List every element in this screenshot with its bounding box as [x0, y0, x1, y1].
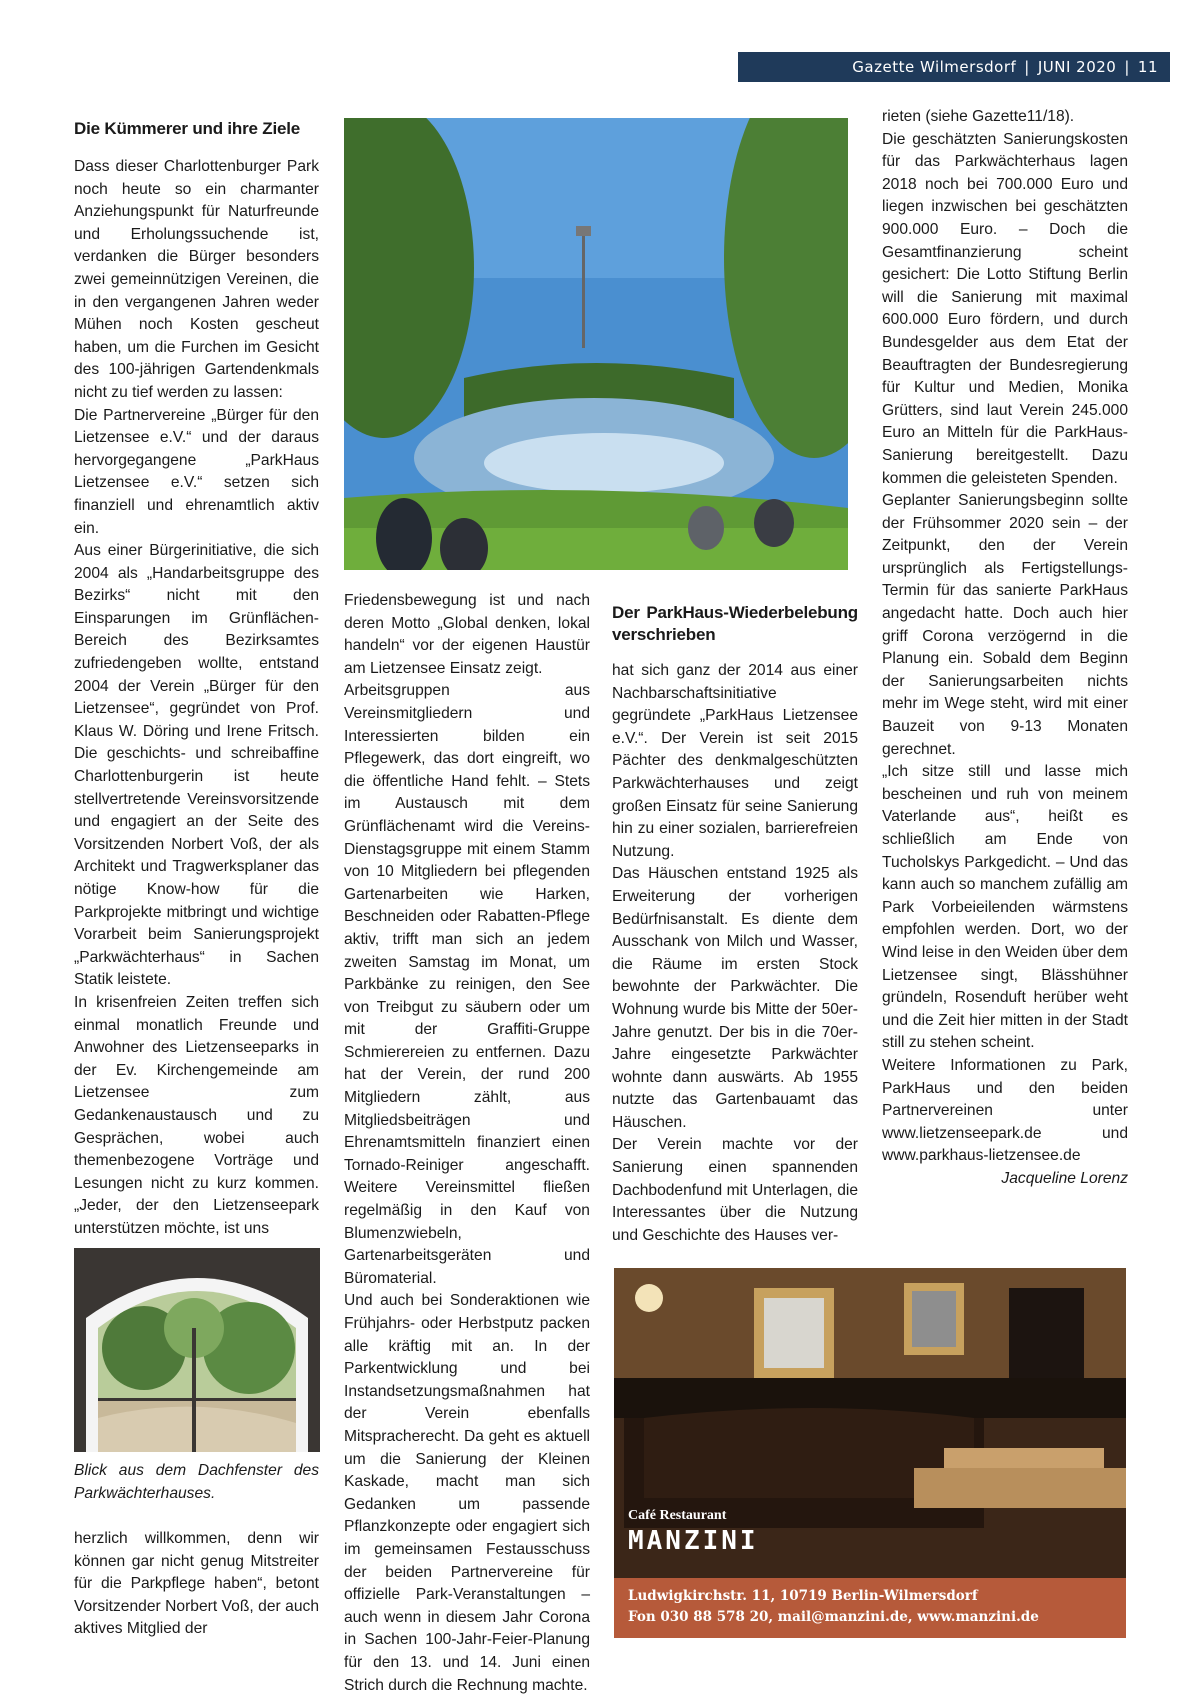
article-column-4 [882, 106, 1128, 1191]
ad-contact: Fon 030 88 578 20, mail@manzini.de, www.manzini.de [628, 1609, 1039, 1625]
paragraph: „Ich sitze still und lasse mich bescheinen und ruh von meinem Vaterlande aus“, heißt es schließlich am Ende von Tucholskys Parkgedicht. – Und das kann auch so manchem zufällig am Park Vorbeieilenden wärmstens empfohlen werden. Dort, wo der Wind leise in den Weiden über dem Lietzensee singt, Blässhühner gründeln, Rosenduft herüber weht und die Zeit hier mitten in der Stadt still zu stehen scheint. [882, 763, 1128, 1052]
window-photo [74, 1248, 320, 1452]
paragraph: Das Häuschen entstand 1925 als Erweiterung der vorherigen Bedürfnisanstalt. Es diente dem Ausschank von Milch und Wasser, die Räume im ersten Stock bewohnte der Parkwächter. Die Wohnung wurde bis Mitte der 50er-Jahre genutzt. Der bis in die 70er-Jahre eingesetzte Parkwächter wohnte dann auswärts. Ab 1955 nutzte das Gartenbauamt das Häuschen. [612, 865, 858, 1131]
issue-date: JUNI 2020 [1037, 58, 1117, 76]
paragraph: In krisenfreien Zeiten treffen sich einmal monatlich Freunde und Anwohner des Lietzenseeparks in der Ev. Kirchengemeinde am Lietzensee zum Gedankenaustausch und zu Gesprächen, wobei auch themenbezogene Vorträge und Lesungen nicht zu kurz kommen. „Jeder, der den Lietzenseepark unterstützen möchte, ist uns [74, 993, 319, 1237]
ad-address: Ludwigkirchstr. 11, 10719 Berlin-Wilmersdorf [628, 1588, 978, 1604]
ad-logo-text: MANZINI [628, 1526, 759, 1556]
ad-contact-bar [614, 1578, 1126, 1638]
paragraph: Die geschätzten Sanierungskosten für das Parkwächterhaus lagen 2018 noch bei 700.000 Euro und liegen inzwischen bei geschätzten 900.000 Euro. – Doch die Gesamtfinanzierung scheint gesichert: Die Lotto Stiftung Berlin will die Sanierung mit maximal 600.000 Euro fördern, und durch Bundesgelder aus dem Etat der Beauftragten der Bundesregierung für Kultur und Medien, Monika Grütters, sind laut Verein 245.000 Euro an Mitteln für die ParkHaus-Sanierung bereitgestellt. Dazu kommen die geleisteten Spenden. [882, 130, 1128, 487]
header-separator: | [1024, 58, 1030, 76]
ad-subtitle: Café Restaurant [628, 1508, 727, 1523]
header-separator: | [1124, 58, 1130, 76]
article-column-3 [612, 602, 858, 1247]
publication-name: Gazette Wilmersdorf [852, 58, 1017, 76]
section-heading: Die Kümmerer und ihre Ziele [74, 119, 301, 138]
paragraph: Aus einer Bürgerinitiative, die sich 2004 als „Handarbeitsgruppe des Bezirks“ nicht mit den Einsparungen im Grünflächen-Bereich des Bezirksamtes zufriedengeben wollte, entstand 2004 der Verein „Bürger für den Lietzensee“, gegründet von Prof. Klaus W. Döring und Irene Fritsch. Die geschichts- und schreibaffine Charlottenburgerin ist heute stellvertretende Vereinsvorsitzende und engagiert an der Seite des Vorsitzenden Norbert Voß, der als Architekt und Tragwerksplaner das nötige Know-how für die Parkprojekte mitbringt und wichtige Vorarbeit beim Sanierungsprojekt „Parkwächterhaus“ in Sachen Statik leistete. [74, 542, 319, 989]
paragraph: Arbeitsgruppen aus Vereinsmitgliedern und Interessierten bilden ein Pflegewerk, das dort eingreift, wo die öffentliche Hand fehlt. – Stets im Austausch mit dem Grünflächenamt wird die Vereins-Dienstagsgruppe mit einem Stamm von 10 Mitgliedern bei pflegenden Gartenarbeiten wie Harken, Beschneiden oder Rabatten-Pflege aktiv, trifft man sich an jedem zweiten Samstag im Monat, um Parkbänke zu reinigen, den See von Treibgut zu säubern oder um mit der Graffiti-Gruppe Schmierereien zu entfernen. Dazu hat der Verein, der rund 200 Mitgliedern zählt, aus Mitgliedsbeiträgen und Ehrenamtsmitteln finanziert einen Tornado-Reiniger angeschafft. Weitere Vereinsmittel fließen regelmäßig in den Kauf von Blumenzwiebeln, Gartenarbeitsgeräten und Büromaterial. [344, 682, 590, 1287]
paragraph: Der Verein machte vor der Sanierung einen spannenden Dachbodenfund mit Unterlagen, die Interessantes über die Nutzung und Geschichte des Hauses ver- [612, 1136, 858, 1244]
paragraph: hat sich ganz der 2014 aus einer Nachbarschaftsinitiative gegründete „ParkHaus Lietzensee e.V.“. Der Verein ist seit 2015 Pächter des denkmalgeschützten Parkwächterhauses und zeigt großen Einsatz für seine Sanierung hin zu einer sozialen, barrierefreien Nutzung. [612, 662, 858, 860]
paragraph: Weitere Informationen zu Park, ParkHaus und den beiden Partnervereinen unter www.lietzenseepark.de und www.parkhaus-lietzensee.de [882, 1056, 1128, 1165]
article-column-1-continued: herzlich willkommen, denn wir können gar nicht genug Mitstreiter für die Parkpflege haben“, betont Vorsitzender Norbert Voß, der auch aktives Mitglied der [74, 1530, 319, 1638]
paragraph: rieten (siehe Gazette11/18). [882, 108, 1075, 125]
page-number: 11 [1137, 58, 1158, 76]
page-header [738, 52, 1170, 82]
article-column-2 [344, 590, 590, 1697]
paragraph: Und auch bei Sonderaktionen wie Frühjahrs- oder Herbstputz packen alle kräftig mit an. In der Parkentwicklung und bei Instandsetzungsmaßnahmen hat der Verein ebenfalls Mitspracherecht. Da geht es aktuell um die Sanierung der Kleinen Kaskade, macht man sich Gedanken um passende Pflanzkonzepte oder engagiert sich im gemeinsamen Festausschuss der beiden Partnervereine für offizielle Park-Veranstaltungen – auch wenn in diesem Jahr Corona in Sachen 100-Jahr-Feier-Planung für den 13. und 14. Juni einen Strich durch die Rechnung machte. [344, 1292, 590, 1694]
article-column-1 [74, 118, 319, 1241]
park-lake-photo [344, 118, 848, 570]
paragraph: Geplanter Sanierungsbeginn sollte der Frühsommer 2020 sein – der Zeitpunkt, den der Verein ursprünglich als Fertigstellungs-Termin für das sanierte ParkHaus angedacht hatte. Doch auch hier griff Corona verzögernd in die Planung ein. Sobald dem Beginn der Sanierungsarbeiten nichts mehr im Wege steht, wird mit einer Bauzeit von 9-13 Monaten gerechnet. [882, 492, 1128, 758]
author-name: Jacqueline Lorenz [1001, 1169, 1128, 1187]
paragraph: Friedensbewegung ist und nach deren Motto „Global denken, lokal handeln“ vor der eigenen Haustür am Lietzensee Einsatz zeigt. [344, 592, 590, 677]
restaurant-ad [614, 1268, 1126, 1638]
photo-caption: Blick aus dem Dachfenster des Parkwächterhauses. [74, 1462, 319, 1502]
paragraph: Die Partnervereine „Bürger für den Lietzensee e.V.“ und der daraus hervorgegangene „ParkHaus Lietzensee e.V.“ setzen sich finanziell und ehrenamtlich aktiv ein. [74, 406, 319, 537]
paragraph: Dass dieser Charlottenburger Park noch heute so ein charmanter Anziehungspunkt für Naturfreunde und Erholungssuchende ist, verdanken die Bürger besonders zwei gemeinnützigen Vereinen, die in den vergangenen Jahren weder Mühen noch Kosten gescheut haben, um die Furchen im Gesicht des 100-jährigen Gartendenkmals nicht zu tief werden zu lassen: [74, 158, 319, 401]
section-heading: Der ParkHaus-Wiederbelebung verschrieben [612, 603, 858, 644]
